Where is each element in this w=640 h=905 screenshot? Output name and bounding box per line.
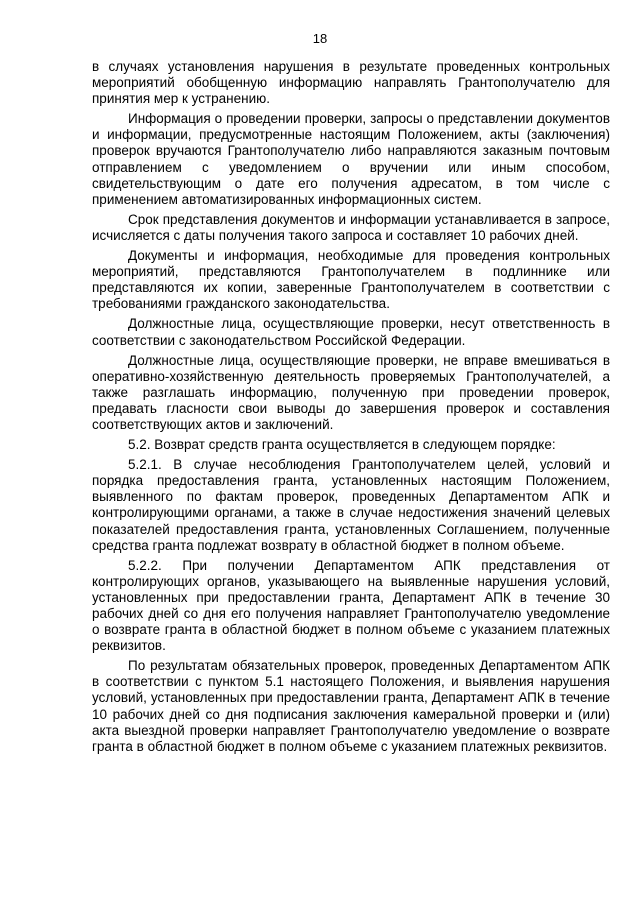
paragraph-inspection-delivery: Информация о проведении проверки, запросы о представлении документов и информации, предусмотренные настоящим Положением, акты (заключения) проверок вручаются Грантополучателю либо направляются заказным почтовым отправлением с уведомлением о вручении или иным способом, свидетельствующим о дате его получения адресатом, в том числе с применением автоматизированных информационных систем. <box>92 111 610 207</box>
page-number: 18 <box>312 31 328 46</box>
document-body <box>92 59 610 759</box>
paragraph-documents-required: Документы и информация, необходимые для проведения контрольных мероприятий, представляются Грантополучателем в подлиннике или представляются их копии, заверенные Грантополучателем в соответствии с требованиями гражданского законодательства. <box>92 248 610 312</box>
paragraph-section-5-2-2: 5.2.2. При получении Департаментом АПК представления от контролирующих органов, указывающего на выявленные нарушения условий, установленных при предоставлении гранта, Департамент АПК в течение 30 рабочих дней со дня его получения направляет Грантополучателю уведомление о возврате гранта в областной бюджет в полном объеме с указанием платежных реквизитов. <box>92 557 610 654</box>
paragraph-officials-responsibility: Должностные лица, осуществляющие проверки, несут ответственность в соответствии с законодательством Российской Федерации. <box>92 316 610 348</box>
paragraph-violation-info: в случаях установления нарушения в результате проведенных контрольных мероприятий обобщенную информацию направлять Грантополучателю для принятия мер к устранению. <box>92 59 610 107</box>
paragraph-section-5-2-1: 5.2.1. В случае несоблюдения Грантополучателем целей, условий и порядка предоставления гранта, установленных настоящим Положением, выявленного по фактам проверок, проведенных Департаментом АПК и контролирующими органами, а также в случае недостижения значений целевых показателей предоставления гранта, установленных Соглашением, полученные средства гранта подлежат возврату в областной бюджет в полном объеме. <box>92 457 610 553</box>
paragraph-section-5-2: 5.2. Возврат средств гранта осуществляется в следующем порядке: <box>128 437 556 453</box>
paragraph-mandatory-inspections: По результатам обязательных проверок, проведенных Департаментом АПК в соответствии с пунктом 5.1 настоящего Положения, и выявления нарушения условий, установленных при предоставлении гранта, Департамент АПК в течение 10 рабочих дней со дня подписания заключения камеральной проверки и (или) акта выездной проверки направляет Грантополучателю уведомление о возврате гранта в областной бюджет в полном объеме с указанием платежных реквизитов. <box>92 658 610 754</box>
paragraph-submission-deadline: Срок представления документов и информации устанавливается в запросе, исчисляется с даты получения такого запроса и составляет 10 рабочих дней. <box>92 211 610 243</box>
paragraph-officials-restrictions: Должностные лица, осуществляющие проверки, не вправе вмешиваться в оперативно-хозяйственную деятельность проверяемых Грантополучателей, а также разглашать информацию, полученную при проведении проверок, предавать гласности свои выводы до завершения проверок и составления соответствующих актов и заключений. <box>92 352 610 432</box>
